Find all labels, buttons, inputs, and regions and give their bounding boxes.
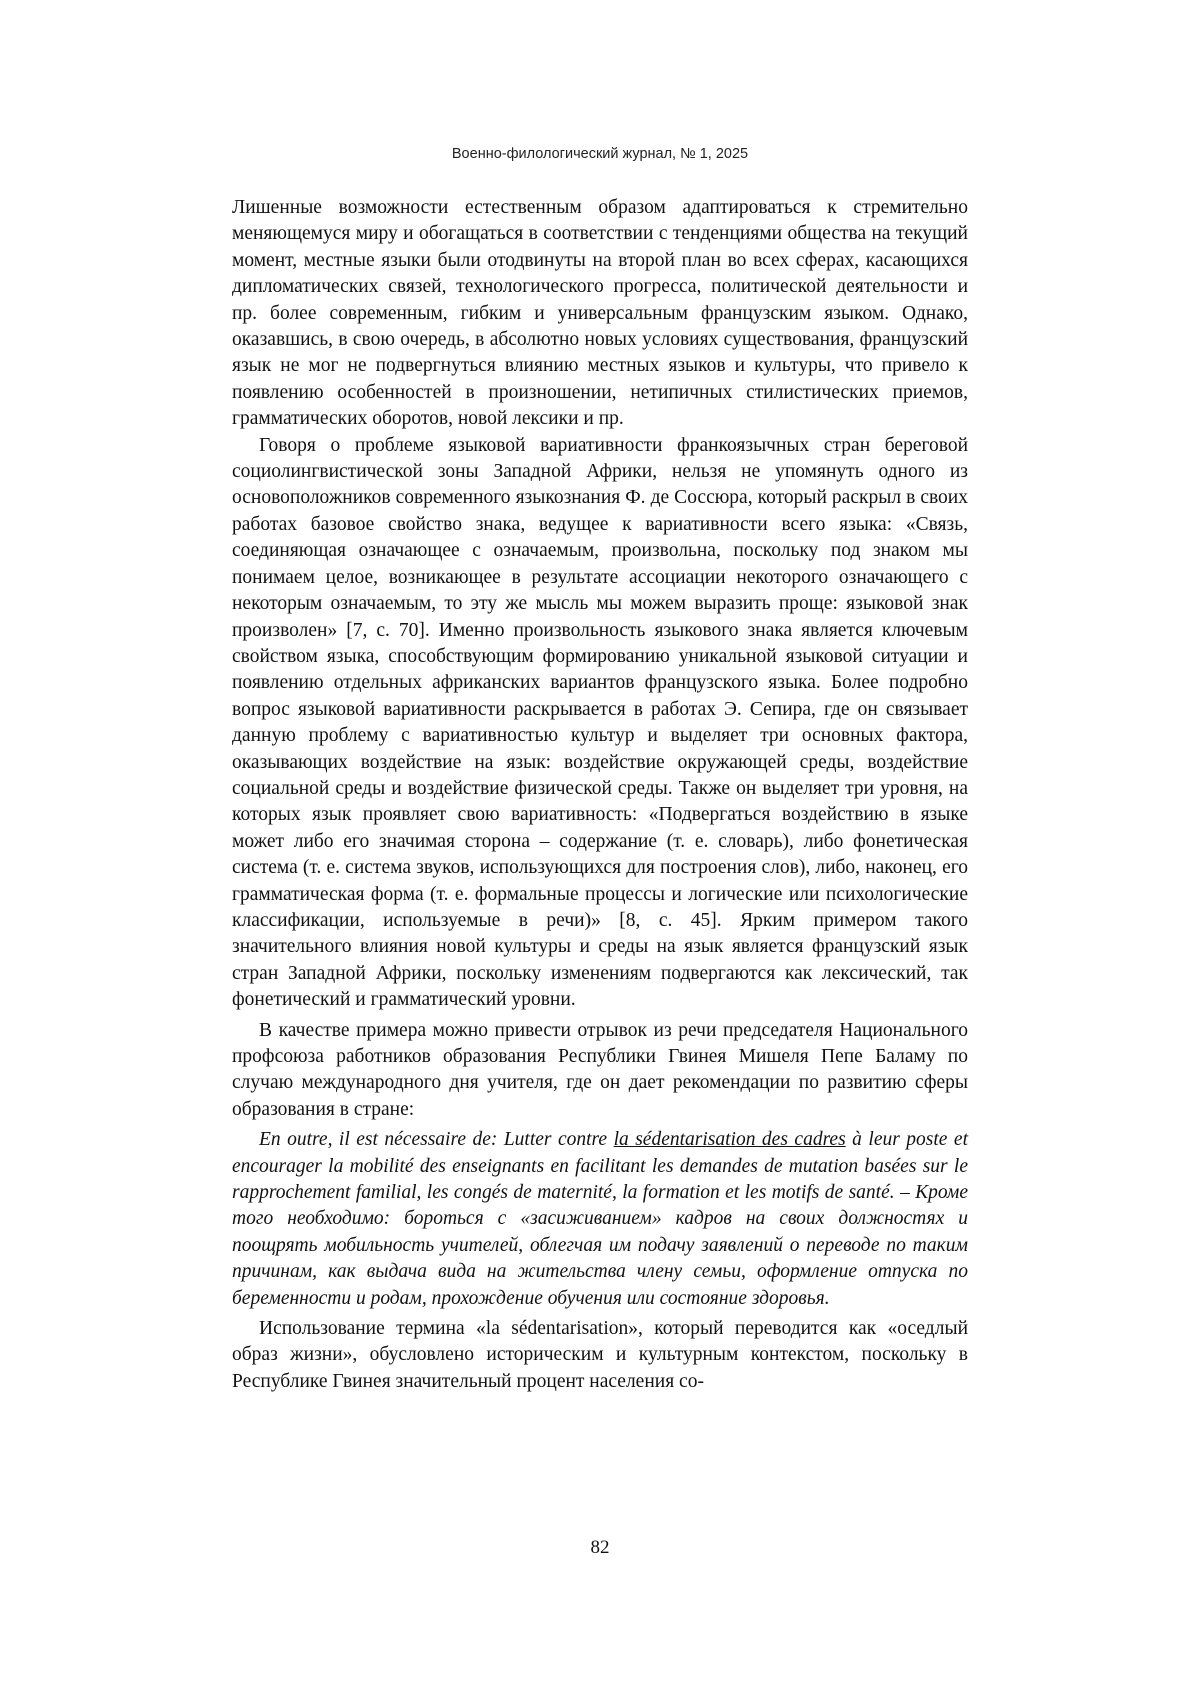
paragraph-2: Говоря о проблеме языковой вариативности франкоязычных стран береговой социолингвистической зоны Западной Африки, нельзя не упомянуть одного из основоположников современного языкознания Ф. де Соссюра, который раскрыл в своих работах базовое свойство знака, ведущее к вариативности всего языка: «Связь, соединяющая означающее с означаемым, произвольна, поскольку под знаком мы понимаем целое, возникающее в результате ассоциации некоторого означающего с некоторым означаемым, то эту же мысль мы можем выразить проще: языковой знак произволен» [7, с. 70]. Именно произвольность языкового знака является ключевым свойством языка, способствующим формированию уникальной языковой ситуации и появлению отдельных африканских вариантов французского языка. Более подробно вопрос языковой вариативности раскрывается в работах Э. Сепира, где он связывает данную проблему с вариативностью культур и выделяет три основных фактора, оказывающих воздействие на язык: воздействие окружающей среды, воздействие социальной среды и воздействие физической среды. Также он выделяет три уровня, на которых язык проявляет свою вариативность: «Подвергаться воздействию в языке может либо его значимая сторона – содержание (т. е. словарь), либо фонетическая система (т. е. система звуков, использующихся для построения слов), либо, наконец, его грамматическая форма (т. е. формальные процессы и логические или психологические классификации, используемые в речи)» [8, с. 45]. Ярким примером такого значительного влияния новой культуры и среды на язык является французский язык стран Западной Африки, поскольку изменениям подвергаются как лексический, так фонетический и грамматический уровни. xyxy=(232,434,968,1011)
paragraph-1: Лишенные возможности естественным образом адаптироваться к стремительно меняющемуся миру и обогащаться в соответствии с тенденциями общества на текущий момент, местные языки были отодвинуты на второй план во всех сферах, касающихся дипломатических связей, технологического прогресса, политической деятельности и пр. более современным, гибким и универсальным французским языком. Однако, оказавшись, в свою очередь, в абсолютно новых условиях существования, французский язык не мог не подвергнуться влиянию местных языков и культуры, что привело к появлению особенностей в произношении, нетипичных стилистических приемов, грамматических оборотов, новой лексики и пр. xyxy=(232,197,968,430)
quote-text-end: à leur poste et encourager la mobilité des enseignants en facilitant les demandes de mutation basées sur le rapprochement familial, les congés de maternité, la formation et les motifs de santé. – Кроме того необходимо: бороться с «засиживанием» кадров на своих должностях и поощрять мобильность учителей, облегчая им подачу заявлений о переводе по таким причинам, как выдача вида на жительства члену семьи, оформление отпуска по беременности и родам, прохождение обучения или состояние здоровья. xyxy=(232,1129,969,1309)
page-number: 82 xyxy=(590,1537,610,1558)
quote-text-start: En outre, il est nécessaire de: Lutter contre xyxy=(259,1129,614,1151)
block-quote xyxy=(232,1127,968,1312)
page-body xyxy=(232,195,968,1395)
quote-underlined-term: la sédentarisation des cadres xyxy=(613,1129,846,1151)
paragraph-3: В качестве примера можно привести отрывок из речи председателя Национального профсоюза работников образования Республики Гвинея Мишеля Пепе Баламу по случаю международного дня учителя, где он дает рекомендации по развитию сферы образования в стране: xyxy=(232,1019,968,1120)
running-header: Военно-филологический журнал, № 1, 2025 xyxy=(451,146,749,162)
paragraph-4: Использование термина «la sédentarisation», который переводится как «оседлый образ жизни», обусловлено историческим и культурным контекстом, поскольку в Республике Гвинея значительный процент населения со- xyxy=(232,1318,968,1392)
